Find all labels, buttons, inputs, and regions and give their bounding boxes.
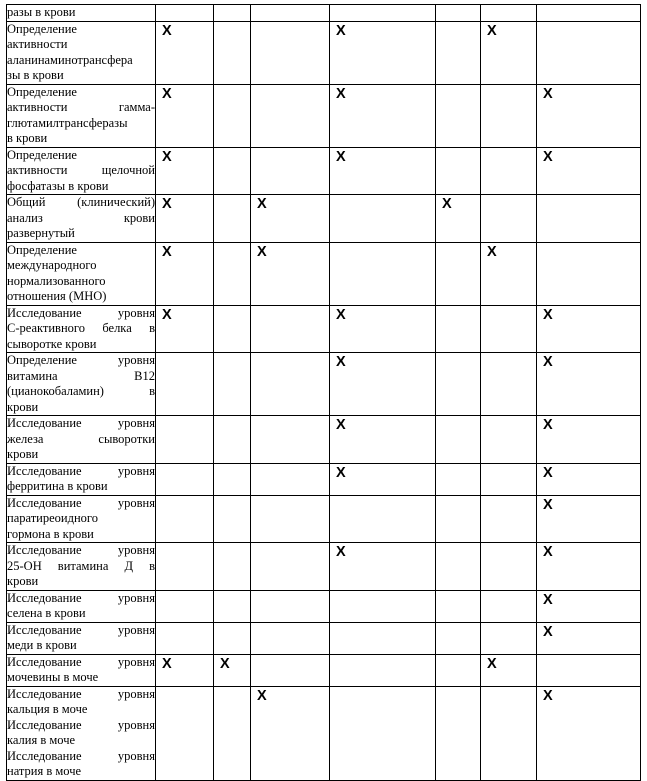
- mark-cell: [481, 590, 537, 622]
- mark-cell: [537, 21, 641, 84]
- table-row: [7, 463, 641, 495]
- mark-cell: [214, 242, 251, 305]
- table-row: [7, 686, 641, 780]
- check-mark: [436, 416, 480, 417]
- check-mark: X: [487, 22, 497, 39]
- check-mark: [436, 687, 480, 688]
- check-mark: [436, 353, 480, 354]
- check-mark: [251, 353, 329, 354]
- test-name-line: кальция в моче: [7, 702, 88, 716]
- mark-cell: [436, 353, 481, 416]
- test-name-line: паратиреоидного: [7, 511, 98, 525]
- check-mark: [251, 655, 329, 656]
- test-name-cell: [7, 21, 156, 84]
- test-name-line: Исследование уровня: [7, 305, 155, 320]
- check-mark: X: [257, 687, 267, 704]
- check-mark: [481, 195, 536, 196]
- check-mark: [251, 591, 329, 592]
- mark-cell: [251, 84, 330, 147]
- check-mark: X: [257, 196, 267, 212]
- test-name-line: С-реактивного белка в: [7, 321, 155, 335]
- check-mark: [537, 655, 640, 656]
- mark-cell: [436, 590, 481, 622]
- check-mark: X: [162, 243, 172, 260]
- check-mark: X: [336, 85, 346, 102]
- test-name-line: Исследование уровня: [7, 654, 155, 669]
- mark-cell: [330, 21, 436, 84]
- table-row: [7, 305, 641, 353]
- mark-cell: [156, 5, 214, 22]
- mark-cell: [537, 84, 641, 147]
- mark-cell: [251, 5, 330, 22]
- mark-cell: [156, 495, 214, 543]
- check-mark: X: [543, 464, 553, 481]
- test-name-line: фосфатазы в крови: [7, 178, 109, 193]
- test-name-cell: [7, 622, 156, 654]
- table-row: [7, 590, 641, 622]
- mark-cell: [251, 622, 330, 654]
- check-mark: X: [543, 85, 553, 102]
- mark-cell: [214, 195, 251, 243]
- check-mark: [251, 306, 329, 307]
- mark-cell: [537, 416, 641, 464]
- test-name-line: Исследование уровня: [7, 622, 155, 637]
- mark-cell: [481, 654, 537, 686]
- check-mark: X: [336, 354, 346, 370]
- mark-cell: [436, 305, 481, 353]
- check-mark: [436, 148, 480, 149]
- test-name-line: (цианокобаламин) в: [7, 384, 155, 398]
- check-mark: X: [543, 354, 553, 370]
- mark-cell: [156, 463, 214, 495]
- mark-cell: [481, 416, 537, 464]
- check-mark: [156, 353, 213, 354]
- test-name-line: калия в моче: [7, 733, 76, 747]
- check-mark: X: [543, 687, 553, 704]
- mark-cell: [537, 590, 641, 622]
- test-name-line: активности щелочной: [7, 163, 155, 177]
- check-mark: X: [543, 544, 553, 560]
- check-mark: [251, 85, 329, 86]
- check-mark: [214, 243, 250, 244]
- mark-cell: [214, 590, 251, 622]
- mark-cell: [436, 5, 481, 22]
- table-row: [7, 654, 641, 686]
- check-mark: [214, 623, 250, 624]
- table-row: [7, 195, 641, 243]
- mark-cell: [481, 5, 537, 22]
- table-row: [7, 416, 641, 464]
- mark-cell: [251, 416, 330, 464]
- mark-cell: [330, 147, 436, 195]
- test-name-cell: [7, 590, 156, 622]
- test-name-line: разы в крови: [7, 5, 76, 19]
- check-mark: [481, 496, 536, 497]
- check-mark: [537, 195, 640, 196]
- check-mark: X: [162, 148, 172, 165]
- mark-cell: [214, 543, 251, 591]
- mark-cell: [330, 84, 436, 147]
- mark-cell: [481, 195, 537, 243]
- mark-cell: [214, 416, 251, 464]
- test-name-line: витамина В12: [7, 368, 155, 383]
- mark-cell: [214, 147, 251, 195]
- check-mark: [156, 496, 213, 497]
- check-mark: X: [442, 196, 452, 212]
- test-name-line: Исследование уровня: [7, 463, 155, 478]
- check-mark: X: [162, 196, 172, 212]
- mark-cell: [537, 305, 641, 353]
- test-name-line: аланинаминотрансфера: [7, 52, 133, 67]
- test-name-line: крови: [7, 399, 39, 414]
- check-mark: [436, 496, 480, 497]
- check-mark: [214, 85, 250, 86]
- mark-cell: [481, 84, 537, 147]
- check-mark: [214, 22, 250, 23]
- test-name-line: натрия в моче: [7, 764, 82, 778]
- mark-cell: [156, 353, 214, 416]
- mark-cell: [330, 543, 436, 591]
- test-name-line: селена в крови: [7, 606, 86, 620]
- check-mark: [156, 416, 213, 417]
- mark-cell: [436, 242, 481, 305]
- table-row: [7, 84, 641, 147]
- check-mark: X: [336, 22, 346, 39]
- table-row: [7, 622, 641, 654]
- mark-cell: [481, 622, 537, 654]
- test-name-cell: [7, 5, 156, 22]
- check-mark: [251, 543, 329, 544]
- test-name-line: нормализованного: [7, 273, 106, 288]
- mark-cell: [537, 353, 641, 416]
- check-mark: [214, 591, 250, 592]
- check-mark: [156, 623, 213, 624]
- mark-cell: [156, 654, 214, 686]
- check-mark: X: [257, 243, 267, 260]
- check-mark: [251, 148, 329, 149]
- test-name-cell: [7, 463, 156, 495]
- mark-cell: [251, 463, 330, 495]
- test-name-line: Определение: [7, 84, 77, 99]
- mark-cell: [251, 242, 330, 305]
- mark-cell: [330, 686, 436, 780]
- mark-cell: [330, 353, 436, 416]
- mark-cell: [251, 147, 330, 195]
- table-row: [7, 242, 641, 305]
- check-mark: [481, 306, 536, 307]
- mark-cell: [436, 21, 481, 84]
- mark-cell: [330, 654, 436, 686]
- test-name-line: Исследование уровня: [7, 686, 155, 701]
- check-mark: [481, 353, 536, 354]
- check-mark: [214, 195, 250, 196]
- check-mark: [537, 22, 640, 23]
- test-name-line: ферритина в крови: [7, 479, 108, 493]
- test-name-line: в крови: [7, 131, 48, 145]
- check-mark: [251, 22, 329, 23]
- check-mark: X: [336, 417, 346, 433]
- check-mark: [214, 416, 250, 417]
- check-mark: [330, 687, 435, 688]
- check-mark: [156, 591, 213, 592]
- mark-cell: [481, 463, 537, 495]
- mark-cell: [251, 686, 330, 780]
- check-mark: X: [543, 148, 553, 165]
- check-mark: [436, 591, 480, 592]
- check-mark: X: [543, 623, 553, 640]
- mark-cell: [156, 622, 214, 654]
- mark-cell: [156, 305, 214, 353]
- table-row: [7, 147, 641, 195]
- check-mark: [481, 543, 536, 544]
- test-name-line: крови: [7, 447, 39, 461]
- check-mark: X: [162, 85, 172, 102]
- mark-cell: [537, 242, 641, 305]
- mark-cell: [214, 622, 251, 654]
- mark-cell: [214, 686, 251, 780]
- test-name-line: сыворотке крови: [7, 336, 97, 351]
- test-name-cell: [7, 686, 156, 780]
- table-row: [7, 543, 641, 591]
- test-name-line: Определение: [7, 242, 77, 257]
- mark-cell: [214, 5, 251, 22]
- check-mark: [330, 195, 435, 196]
- test-name-cell: [7, 543, 156, 591]
- mark-cell: [481, 21, 537, 84]
- check-mark: X: [336, 306, 346, 323]
- mark-cell: [214, 305, 251, 353]
- mark-cell: [156, 195, 214, 243]
- check-mark: [156, 687, 213, 688]
- mark-cell: [156, 543, 214, 591]
- mark-cell: [481, 686, 537, 780]
- check-mark: X: [543, 417, 553, 433]
- check-mark: X: [487, 243, 497, 260]
- check-mark: X: [336, 544, 346, 560]
- check-mark: [436, 243, 480, 244]
- mark-cell: [436, 495, 481, 543]
- test-name-cell: [7, 654, 156, 686]
- test-name-line: активности гамма-: [7, 100, 155, 114]
- test-name-line: гормона в крови: [7, 526, 94, 541]
- mark-cell: [330, 495, 436, 543]
- check-mark: [436, 623, 480, 624]
- test-name-line: Исследование уровня: [7, 748, 155, 763]
- test-name-cell: [7, 353, 156, 416]
- check-mark: X: [543, 591, 553, 608]
- mark-cell: [436, 654, 481, 686]
- check-mark: [330, 496, 435, 497]
- mark-cell: [537, 495, 641, 543]
- mark-cell: [214, 654, 251, 686]
- check-mark: [251, 496, 329, 497]
- check-mark: [330, 655, 435, 656]
- mark-cell: [214, 495, 251, 543]
- mark-cell: [251, 590, 330, 622]
- check-mark: [436, 85, 480, 86]
- mark-cell: [481, 353, 537, 416]
- test-name-line: Исследование уровня: [7, 717, 155, 732]
- mark-cell: [537, 463, 641, 495]
- mark-cell: [330, 622, 436, 654]
- check-mark: [330, 623, 435, 624]
- test-name-line: 25-ОН витамина Д в: [7, 558, 155, 573]
- mark-cell: [537, 147, 641, 195]
- mark-cell: [436, 416, 481, 464]
- mark-cell: [330, 416, 436, 464]
- mark-cell: [251, 495, 330, 543]
- check-mark: [214, 687, 250, 688]
- test-name-cell: [7, 147, 156, 195]
- check-mark: [436, 306, 480, 307]
- test-name-line: активности: [7, 37, 68, 51]
- check-mark: [251, 416, 329, 417]
- check-mark: X: [162, 22, 172, 39]
- check-mark: [214, 148, 250, 149]
- check-mark: X: [336, 148, 346, 165]
- test-name-cell: [7, 242, 156, 305]
- mark-cell: [156, 242, 214, 305]
- mark-cell: [481, 147, 537, 195]
- test-name-line: Исследование уровня: [7, 495, 155, 510]
- check-mark: [481, 591, 536, 592]
- check-mark: X: [543, 306, 553, 323]
- lab-tests-table: [6, 4, 641, 781]
- check-mark: [436, 464, 480, 465]
- mark-cell: [436, 147, 481, 195]
- mark-cell: [214, 463, 251, 495]
- check-mark: [537, 243, 640, 244]
- mark-cell: [214, 353, 251, 416]
- check-mark: X: [336, 464, 346, 481]
- mark-cell: [436, 686, 481, 780]
- check-mark: [214, 306, 250, 307]
- test-name-cell: [7, 305, 156, 353]
- mark-cell: [251, 305, 330, 353]
- mark-cell: [330, 590, 436, 622]
- mark-cell: [481, 305, 537, 353]
- table-row: [7, 21, 641, 84]
- test-name-line: отношения (МНО): [7, 289, 107, 303]
- mark-cell: [156, 147, 214, 195]
- mark-cell: [537, 543, 641, 591]
- mark-cell: [156, 416, 214, 464]
- mark-cell: [481, 543, 537, 591]
- mark-cell: [436, 84, 481, 147]
- table-row: [7, 495, 641, 543]
- test-name-line: Определение: [7, 147, 77, 162]
- mark-cell: [330, 195, 436, 243]
- mark-cell: [330, 242, 436, 305]
- check-mark: [481, 416, 536, 417]
- mark-cell: [537, 654, 641, 686]
- mark-cell: [481, 242, 537, 305]
- mark-cell: [251, 21, 330, 84]
- check-mark: [481, 85, 536, 86]
- mark-cell: [251, 195, 330, 243]
- mark-cell: [537, 5, 641, 22]
- check-mark: [330, 591, 435, 592]
- test-name-line: развернутый: [7, 226, 75, 240]
- test-name-line: Исследование уровня: [7, 543, 155, 557]
- test-name-line: глютамилтрансферазы: [7, 115, 128, 130]
- mark-cell: [156, 590, 214, 622]
- check-mark: X: [220, 655, 230, 672]
- test-name-line: международного: [7, 258, 97, 272]
- mark-cell: [156, 84, 214, 147]
- test-name-line: зы в крови: [7, 68, 64, 82]
- test-name-line: Определение: [7, 21, 77, 36]
- test-name-cell: [7, 195, 156, 243]
- check-mark: X: [543, 496, 553, 513]
- test-name-line: Общий (клинический): [7, 195, 155, 209]
- mark-cell: [330, 463, 436, 495]
- check-mark: [214, 464, 250, 465]
- mark-cell: [436, 543, 481, 591]
- check-mark: X: [162, 306, 172, 323]
- check-mark: [436, 543, 480, 544]
- test-name-line: меди в крови: [7, 638, 77, 652]
- check-mark: [481, 148, 536, 149]
- test-name-line: железа сыворотки: [7, 431, 155, 446]
- check-mark: X: [162, 655, 172, 672]
- check-mark: X: [487, 655, 497, 672]
- mark-cell: [214, 84, 251, 147]
- check-mark: [330, 243, 435, 244]
- check-mark: [214, 543, 250, 544]
- mark-cell: [251, 543, 330, 591]
- test-name-line: Определение уровня: [7, 353, 155, 367]
- test-name-line: анализ крови: [7, 210, 155, 225]
- check-mark: [214, 496, 250, 497]
- test-name-line: Исследование уровня: [7, 590, 155, 605]
- mark-cell: [156, 686, 214, 780]
- check-mark: [156, 464, 213, 465]
- test-name-cell: [7, 495, 156, 543]
- mark-cell: [537, 686, 641, 780]
- check-mark: [481, 464, 536, 465]
- test-name-line: крови: [7, 574, 39, 588]
- test-name-line: Исследование уровня: [7, 416, 155, 430]
- test-name-line: мочевины в моче: [7, 670, 99, 684]
- check-mark: [436, 22, 480, 23]
- check-mark: [481, 687, 536, 688]
- check-mark: [481, 623, 536, 624]
- table-row: [7, 353, 641, 416]
- check-mark: [214, 353, 250, 354]
- check-mark: [251, 464, 329, 465]
- mark-cell: [481, 495, 537, 543]
- mark-cell: [436, 463, 481, 495]
- mark-cell: [251, 654, 330, 686]
- mark-cell: [537, 622, 641, 654]
- mark-cell: [537, 195, 641, 243]
- table-row: [7, 5, 641, 22]
- mark-cell: [156, 21, 214, 84]
- mark-cell: [330, 5, 436, 22]
- mark-cell: [436, 622, 481, 654]
- check-mark: [156, 543, 213, 544]
- mark-cell: [436, 195, 481, 243]
- mark-cell: [214, 21, 251, 84]
- mark-cell: [251, 353, 330, 416]
- test-name-cell: [7, 84, 156, 147]
- test-name-cell: [7, 416, 156, 464]
- check-mark: [251, 623, 329, 624]
- mark-cell: [330, 305, 436, 353]
- check-mark: [436, 655, 480, 656]
